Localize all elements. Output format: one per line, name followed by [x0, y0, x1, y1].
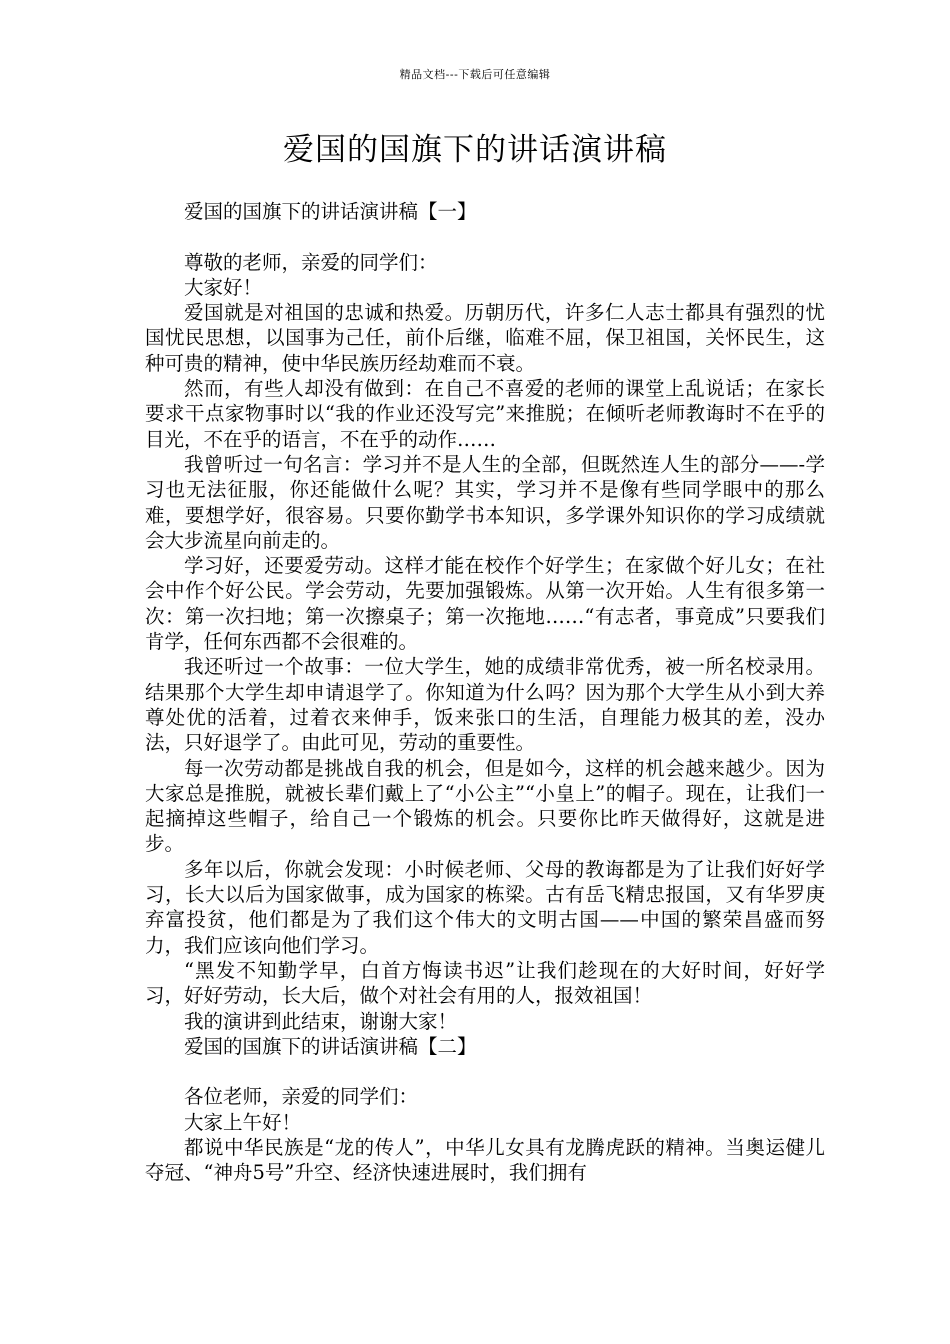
greeting: 大家好！ [184, 275, 263, 299]
body-paragraph: 我还听过一个故事：一位大学生，她的成绩非常优秀，被一所名校录用。结果那个大学生却申请退学了。你知道为什么吗？因为那个大学生从小到大养尊处优的活着，过着衣来伸手，饭来张口的生活，自理能力极其的差，没办法，只好退学了。由此可见，劳动的重要性。 [145, 655, 825, 755]
section-heading-1: 爱国的国旗下的讲话演讲稿【一】 [184, 200, 477, 223]
page-title: 爱国的国旗下的讲话演讲稿 [283, 132, 667, 168]
body-paragraph: 我曾听过一句名言：学习并不是人生的全部，但既然连人生的部分——-学习也无法征服，你还能做什么呢？其实，学习并不是像有些同学眼中的那么难，要想学好，很容易。只要你勤学书本知识，多学课外知识你的学习成绩就会大步流星向前走的。 [145, 452, 825, 552]
document-body [145, 199, 825, 1186]
header-note: 精品文档---下载后可任意编辑 [399, 68, 551, 81]
salutation: 尊敬的老师，亲爱的同学们： [184, 250, 438, 274]
body-paragraph: 多年以后，你就会发现：小时候老师、父母的教诲都是为了让我们好好学习，长大以后为国家做事，成为国家的栋梁。古有岳飞精忠报国，又有华罗庚弃富投贫，他们都是为了我们这个伟大的文明古国——中国的繁荣昌盛而努力，我们应该向他们学习。 [145, 857, 825, 957]
body-paragraph: “黑发不知勤学早，白首方悔读书迟”让我们趁现在的大好时间，好好学习，好好劳动，长大后，做个对社会有用的人，报效祖国！ [145, 958, 825, 1008]
body-paragraph: 爱国就是对祖国的忠诚和热爱。历朝历代，许多仁人志士都具有强烈的忧国忧民思想，以国事为己任，前仆后继，临难不屈，保卫祖国，关怀民生，这种可贵的精神，使中华民族历经劫难而不衰。 [145, 301, 825, 375]
body-paragraph: 都说中华民族是“龙的传人”，中华儿女具有龙腾虎跃的精神。当奥运健儿夺冠、“神舟5号”升空、经济快速进展时，我们拥有 [145, 1135, 825, 1185]
body-paragraph: 学习好，还要爱劳动。这样才能在校作个好学生；在家做个好儿女；在社会中作个好公民。学会劳动，先要加强锻炼。从第一次开始。人生有很多第一次：第一次扫地；第一次擦桌子；第一次拖地……“有志者，事竟成”只要我们肯学，任何东西都不会很难的。 [145, 554, 825, 654]
body-paragraph: 每一次劳动都是挑战自我的机会，但是如今，这样的机会越来越少。因为大家总是推脱，就被长辈们戴上了“小公主”“小皇上”的帽子。现在，让我们一起摘掉这些帽子，给自己一个锻炼的机会。只要你比昨天做得好，这就是进步。 [145, 756, 825, 856]
body-paragraph: 然而，有些人却没有做到：在自己不喜爱的老师的课堂上乱说话；在家长要求干点家物事时以“我的作业还没写完”来推脱；在倾听老师教诲时不在乎的目光，不在乎的语言，不在乎的动作…… [145, 377, 825, 451]
greeting: 大家上午好！ [184, 1110, 302, 1134]
closing-line: 我的演讲到此结束，谢谢大家！ [184, 1009, 458, 1033]
salutation: 各位老师，亲爱的同学们： [184, 1085, 419, 1109]
section-heading-2: 爱国的国旗下的讲话演讲稿【二】 [184, 1034, 477, 1058]
